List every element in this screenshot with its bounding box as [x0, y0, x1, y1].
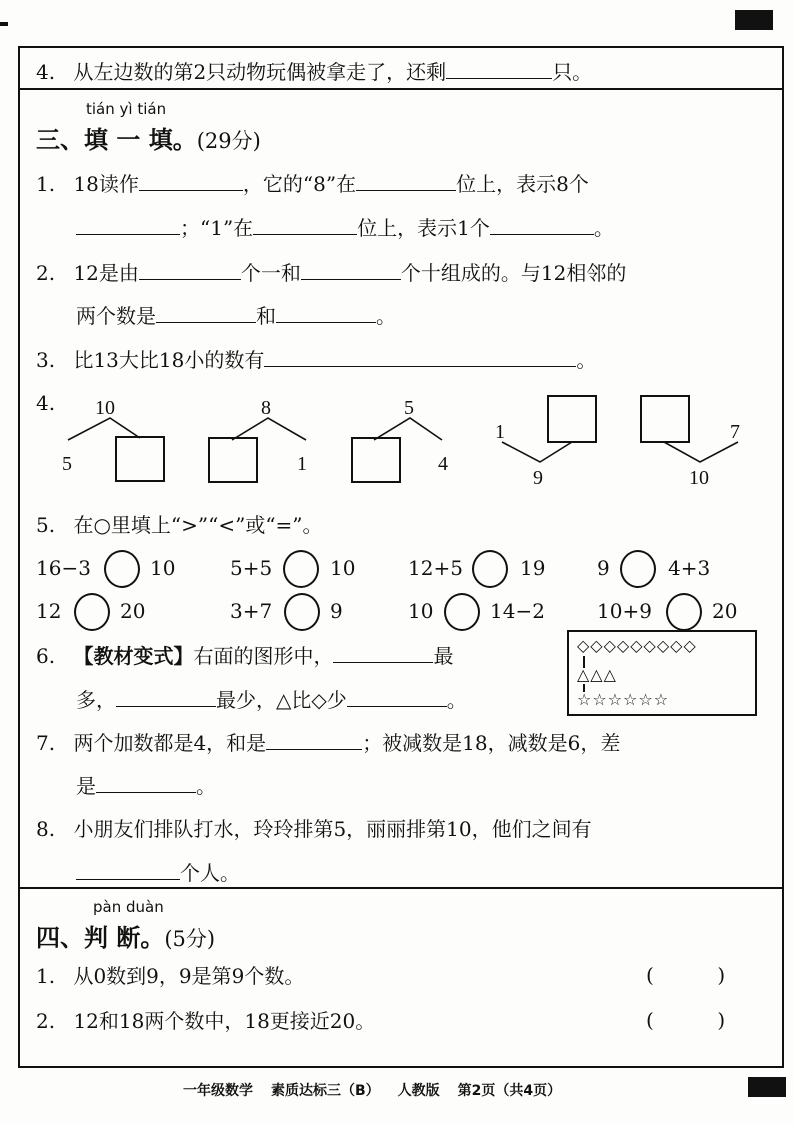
compare-circle[interactable]: [74, 593, 110, 631]
q7-line1: 7. 两个加数都是4，和是 ；被减数是18，减数是6，差: [36, 731, 621, 755]
answer-blank[interactable]: [301, 259, 401, 280]
tree3-top: 5: [404, 397, 414, 419]
q2-line2: 两个数是 和 。: [76, 304, 396, 328]
compare-right: 14−2: [490, 599, 545, 623]
q4-number: 4.: [36, 391, 56, 415]
answer-blank[interactable]: [139, 170, 243, 191]
footer-edition: 人教版: [397, 1083, 440, 1099]
answer-blank[interactable]: [446, 58, 552, 79]
compare-left: 12+5: [408, 556, 463, 580]
compare-left: 12: [36, 599, 62, 623]
footer-subject: 一年级数学: [183, 1083, 253, 1099]
tree1-top: 10: [95, 397, 115, 419]
compare-circle[interactable]: [666, 593, 702, 631]
compare-right: 10: [330, 556, 356, 580]
q8-line2: 个人。: [76, 859, 240, 886]
q6-line2: 多， 最少，△比◇少 。: [76, 688, 467, 712]
tree5-right: 7: [730, 421, 740, 443]
footer-series: 素质达标三（B）: [271, 1083, 380, 1099]
compare-circle[interactable]: [283, 550, 319, 588]
compare-right: 10: [150, 556, 176, 580]
corner-mark-top-left: [0, 22, 8, 26]
section-divider-top: [18, 88, 784, 90]
answer-blank[interactable]: [76, 859, 180, 880]
tree1-left: 5: [62, 453, 72, 475]
answer-blank[interactable]: [264, 346, 576, 367]
q6-line1: 6. 【教材变式】右面的图形中， 最: [36, 644, 454, 668]
shape-count-figure: [567, 630, 757, 716]
q8-line1: 8. 小朋友们排队打水，玲玲排第5，丽丽排第10，他们之间有: [36, 817, 592, 841]
compare-right: 9: [330, 599, 343, 623]
compare-circle[interactable]: [104, 550, 140, 588]
tree4-bottom: 9: [533, 467, 543, 489]
diamond-row: ◇◇◇◇◇◇◇◇◇: [577, 636, 697, 655]
compare-right: 4+3: [668, 556, 711, 580]
triangle-row: △△△: [577, 665, 617, 684]
compare-circle[interactable]: [284, 593, 320, 631]
answer-blank[interactable]: [333, 642, 433, 663]
section-divider-middle: [18, 887, 784, 889]
compare-left: 10+9: [597, 599, 652, 623]
compare-left: 10: [408, 599, 434, 623]
compare-circle[interactable]: [620, 550, 656, 588]
q4-number-trees: [0, 390, 794, 510]
answer-blank[interactable]: [76, 214, 180, 235]
q1-line1: 1. 18读作 ，它的“8”在 位上，表示8个: [36, 172, 589, 196]
q3-line: 3. 比13大比18小的数有 。: [36, 348, 597, 372]
judge-item-1: 1. 从0数到9，9是第9个数。: [36, 964, 305, 988]
star-row: ☆☆☆☆☆☆: [577, 690, 670, 709]
judge-answer-paren[interactable]: ( ): [646, 1008, 726, 1032]
compare-circle[interactable]: [444, 593, 480, 631]
compare-left: 16−3: [36, 556, 91, 580]
prev-question-4: 4. 从左边数的第2只动物玩偶被拿走了，还剩 只。: [36, 60, 593, 84]
answer-blank[interactable]: [96, 772, 196, 793]
q7-line2: 是 。: [76, 774, 216, 798]
answer-blank[interactable]: [156, 302, 256, 323]
footer-page: 第2页（共4页）: [457, 1083, 562, 1099]
answer-blank[interactable]: [116, 686, 216, 707]
compare-left: 3+7: [230, 599, 273, 623]
tree5-bottom: 10: [689, 467, 709, 489]
section4-pinyin: pàn duàn: [93, 898, 164, 916]
compare-circle[interactable]: [472, 550, 508, 588]
tree3-right: 4: [438, 453, 448, 475]
textbook-variant-tag: 【教材变式】: [73, 644, 194, 668]
q5-line: 5. 在○里填上“>”“<”或“=”。: [36, 513, 323, 537]
tree2-top: 8: [261, 397, 271, 419]
compare-right: 20: [120, 599, 146, 623]
answer-blank[interactable]: [356, 170, 456, 191]
corner-mark-top-right: [735, 10, 773, 30]
corner-mark-bottom-right: [748, 1077, 786, 1097]
compare-right: 20: [712, 599, 738, 623]
section3-pinyin: tián yì tián: [86, 100, 167, 118]
answer-blank[interactable]: [266, 729, 362, 750]
compare-left: 5+5: [230, 556, 273, 580]
answer-blank[interactable]: [139, 259, 241, 280]
compare-right: 19: [520, 556, 546, 580]
section4-title: 四、判 断。(5分): [36, 923, 216, 952]
answer-blank[interactable]: [347, 686, 447, 707]
judge-item-2: 2. 12和18两个数中，18更接近20。: [36, 1009, 376, 1033]
section3-title: 三、填 一 填。(29分): [36, 125, 261, 154]
answer-blank[interactable]: [276, 302, 376, 323]
compare-left: 9: [597, 556, 610, 580]
judge-answer-paren[interactable]: ( ): [646, 963, 726, 987]
answer-blank[interactable]: [253, 214, 357, 235]
tree2-right: 1: [297, 453, 307, 475]
q1-line2: ；“1”在 位上，表示1个 。: [76, 214, 614, 241]
page-footer: [183, 1080, 579, 1100]
answer-blank[interactable]: [490, 214, 594, 235]
tree4-left: 1: [495, 421, 505, 443]
q2-line1: 2. 12是由 个一和 个十组成的。与12相邻的: [36, 261, 627, 285]
